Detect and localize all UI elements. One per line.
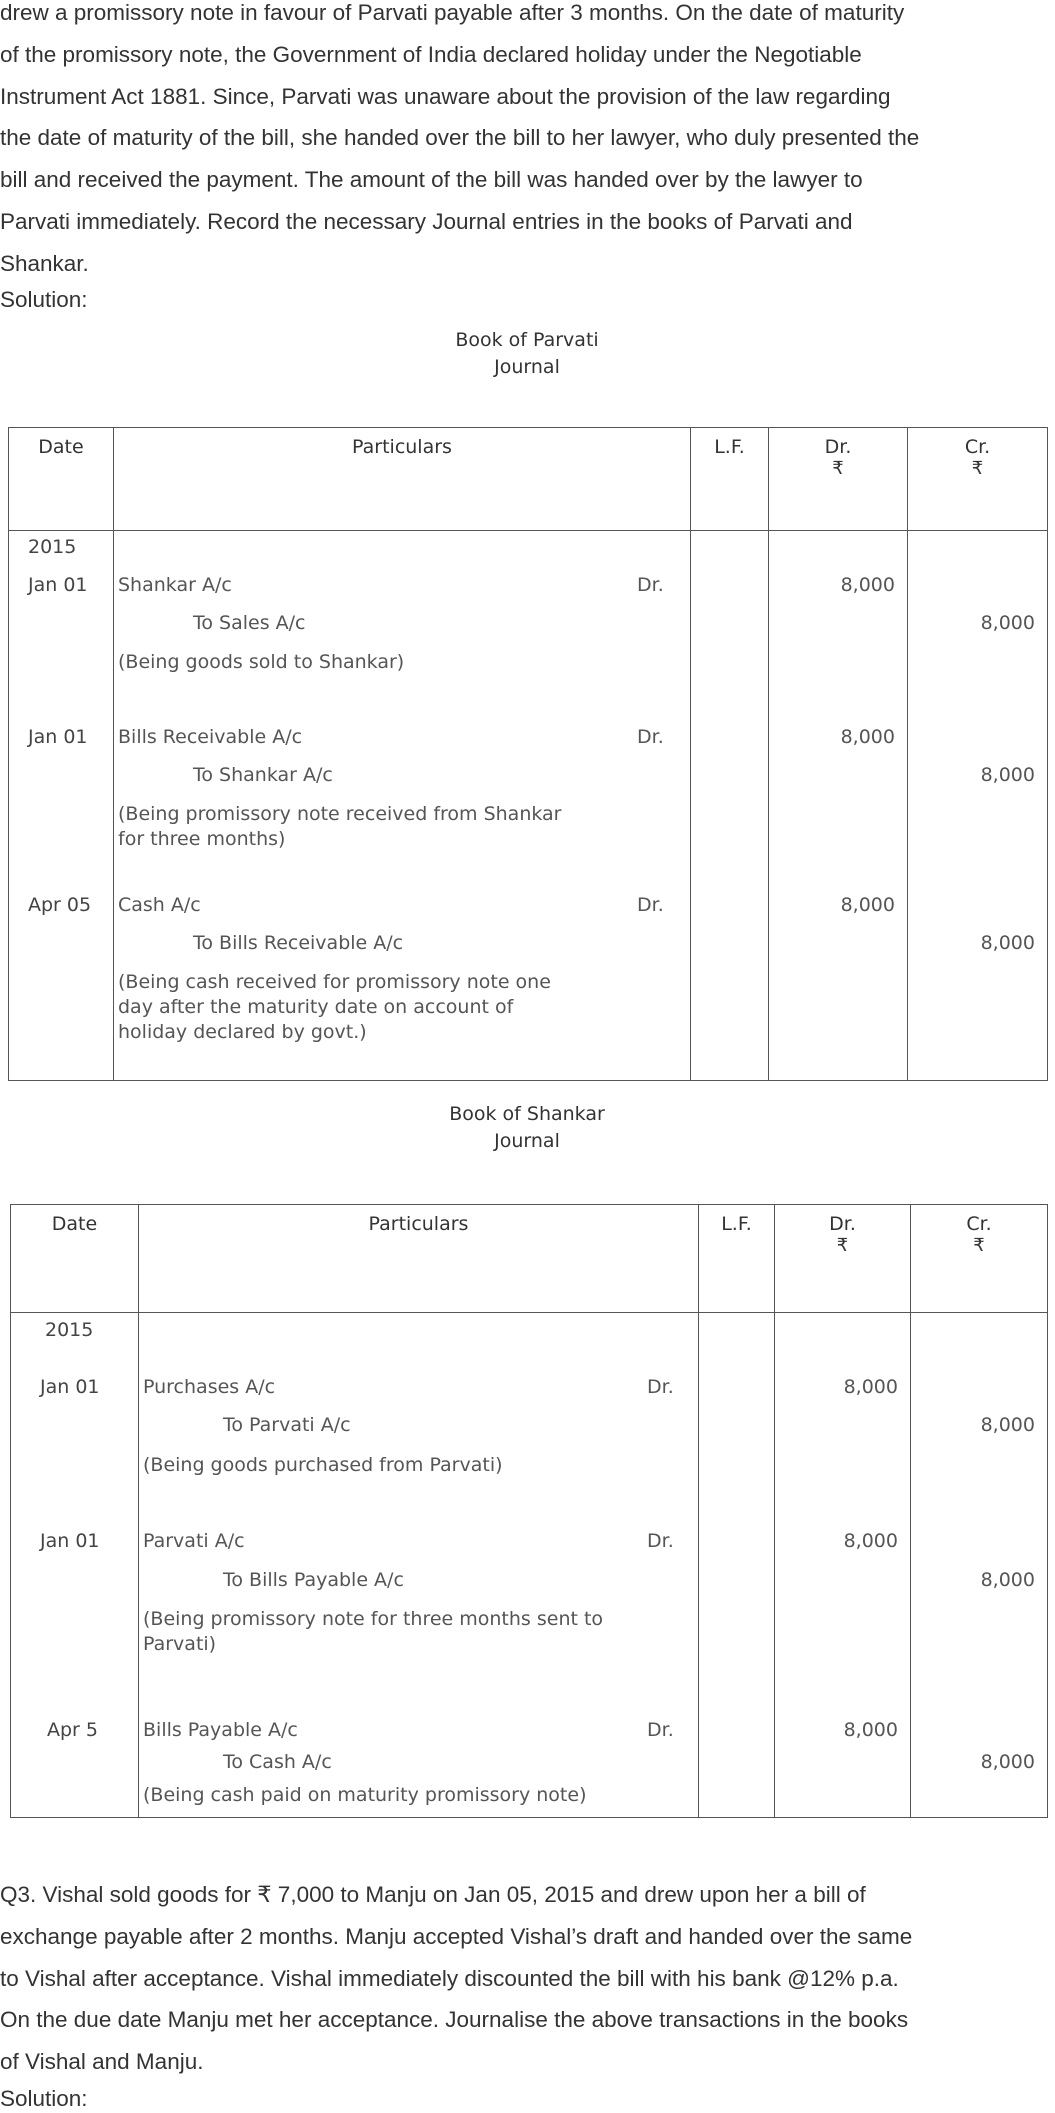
rupee-symbol: ₹ bbox=[971, 458, 984, 479]
parvati-heading bbox=[327, 327, 727, 381]
narration: (Being goods purchased from Parvati) bbox=[143, 1454, 503, 1476]
table-body-row bbox=[9, 531, 1048, 1081]
intro-line: Instrument Act 1881. Since, Parvati was unaware about the provision of the law regarding bbox=[0, 83, 891, 109]
table-header-row bbox=[11, 1205, 1048, 1313]
dr-marker: Dr. bbox=[647, 1376, 674, 1398]
debit-account: Bills Receivable A/c bbox=[118, 726, 303, 748]
q3-line: exchange payable after 2 months. Manju accepted Vishal’s draft and handed over the same bbox=[0, 1923, 913, 1949]
intro-line: of the promissory note, the Government of India declared holiday under the Negotiable bbox=[0, 41, 862, 67]
narration: (Being promissory note received from Shankar for three months) bbox=[118, 803, 562, 850]
col-date-header: Date bbox=[11, 1205, 139, 1313]
dr-marker: Dr. bbox=[637, 726, 664, 748]
cr-amount: 8,000 bbox=[980, 1751, 1035, 1773]
dr-label: Dr. bbox=[824, 436, 852, 458]
table-body-row bbox=[11, 1313, 1048, 1818]
narration: (Being promissory note for three months sent to Parvati) bbox=[143, 1608, 604, 1655]
entry-date: Apr 5 bbox=[47, 1719, 98, 1741]
dr-amount: 8,000 bbox=[840, 574, 895, 596]
debit-account: Bills Payable A/c bbox=[143, 1719, 298, 1741]
shankar-book-title: Book of Shankar bbox=[449, 1103, 605, 1125]
dr-marker: Dr. bbox=[647, 1530, 674, 1552]
particulars-column bbox=[114, 531, 691, 1081]
dr-amount: 8,000 bbox=[840, 894, 895, 916]
credit-account: To Bills Payable A/c bbox=[223, 1569, 404, 1591]
dr-marker: Dr. bbox=[647, 1719, 674, 1741]
parvati-journal-title: Journal bbox=[494, 356, 560, 378]
narration: (Being cash paid on maturity promissory note) bbox=[143, 1784, 587, 1806]
rupee-symbol: ₹ bbox=[836, 1235, 849, 1256]
q3-line: On the due date Manju met her acceptance. Journalise the above transactions in the books bbox=[0, 2007, 909, 2033]
entry-date: Jan 01 bbox=[40, 1530, 100, 1552]
intro-paragraph bbox=[0, 0, 1055, 285]
dr-amount: 8,000 bbox=[843, 1530, 898, 1552]
entry-date: Jan 01 bbox=[40, 1376, 100, 1398]
narration: (Being cash received for promissory note one day after the maturity date on account of holiday declared by govt.) bbox=[118, 971, 551, 1043]
col-particulars-header: Particulars bbox=[114, 428, 691, 531]
table-header-row bbox=[9, 428, 1048, 531]
debit-account: Purchases A/c bbox=[143, 1376, 276, 1398]
dr-marker: Dr. bbox=[637, 574, 664, 596]
solution-label: Solution: bbox=[0, 287, 88, 312]
q3-line: of Vishal and Manju. bbox=[0, 2049, 204, 2075]
intro-line: bill and received the payment. The amount of the bill was handed over by the lawyer to bbox=[0, 167, 863, 193]
credit-account: To Shankar A/c bbox=[193, 764, 333, 786]
parvati-book-title: Book of Parvati bbox=[455, 329, 599, 351]
intro-line: the date of maturity of the bill, she handed over the bill to her lawyer, who duly presented the bbox=[0, 125, 920, 151]
rupee-symbol: ₹ bbox=[832, 458, 844, 479]
entry-date: Apr 05 bbox=[28, 894, 92, 916]
particulars-column bbox=[139, 1313, 699, 1818]
lf-column bbox=[699, 1313, 775, 1818]
shankar-heading bbox=[327, 1101, 727, 1155]
cr-amount: 8,000 bbox=[980, 764, 1035, 786]
year-label: 2015 bbox=[45, 1319, 94, 1341]
date-column bbox=[9, 531, 114, 1081]
cr-amount: 8,000 bbox=[980, 932, 1035, 954]
cr-column bbox=[911, 1313, 1048, 1818]
col-cr-header bbox=[911, 1205, 1048, 1313]
cr-column bbox=[908, 531, 1048, 1081]
col-cr-header bbox=[908, 428, 1048, 531]
intro-line: Shankar. bbox=[0, 250, 89, 276]
col-dr-header bbox=[769, 428, 908, 531]
col-particulars-header: Particulars bbox=[139, 1205, 699, 1313]
cr-amount: 8,000 bbox=[980, 612, 1035, 634]
q3-line: to Vishal after acceptance. Vishal immediately discounted the bill with his bank @12% p.a. bbox=[0, 1965, 899, 1991]
lf-column bbox=[691, 531, 769, 1081]
narration: (Being goods sold to Shankar) bbox=[118, 651, 405, 673]
dr-amount: 8,000 bbox=[843, 1719, 898, 1741]
dr-marker: Dr. bbox=[637, 894, 664, 916]
credit-account: To Parvati A/c bbox=[223, 1414, 351, 1436]
dr-amount: 8,000 bbox=[840, 726, 895, 748]
q3-line: Q3. Vishal sold goods for ₹ 7,000 to Manju on Jan 05, 2015 and drew upon her a bill of bbox=[0, 1882, 866, 1907]
debit-account: Shankar A/c bbox=[118, 574, 232, 596]
intro-line: Parvati immediately. Record the necessary Journal entries in the books of Parvati and bbox=[0, 208, 853, 234]
col-lf-header: L.F. bbox=[691, 428, 769, 531]
dr-column bbox=[769, 531, 908, 1081]
credit-account: To Bills Receivable A/c bbox=[193, 932, 404, 954]
entry-date: Jan 01 bbox=[28, 726, 88, 748]
col-lf-header: L.F. bbox=[699, 1205, 775, 1313]
intro-line: drew a promissory note in favour of Parvati payable after 3 months. On the date of maturity bbox=[0, 0, 905, 25]
credit-account: To Sales A/c bbox=[193, 612, 306, 634]
debit-account: Parvati A/c bbox=[143, 1530, 245, 1552]
year-label: 2015 bbox=[28, 536, 77, 558]
cr-label: Cr. bbox=[966, 1213, 992, 1235]
debit-account: Cash A/c bbox=[118, 894, 201, 916]
rupee-symbol: ₹ bbox=[973, 1235, 985, 1256]
parvati-journal-table bbox=[8, 427, 1048, 1081]
dr-amount: 8,000 bbox=[843, 1376, 898, 1398]
cr-label: Cr. bbox=[964, 436, 991, 458]
col-dr-header bbox=[775, 1205, 911, 1313]
shankar-journal-table bbox=[10, 1204, 1048, 1818]
col-date-header: Date bbox=[9, 428, 114, 531]
cr-amount: 8,000 bbox=[980, 1569, 1035, 1591]
entry-date: Jan 01 bbox=[28, 574, 88, 596]
dr-column bbox=[775, 1313, 911, 1818]
cr-amount: 8,000 bbox=[980, 1414, 1035, 1436]
solution-label-2: Solution: bbox=[0, 2086, 88, 2111]
q3-paragraph bbox=[0, 1874, 1055, 2083]
dr-label: Dr. bbox=[829, 1213, 856, 1235]
credit-account: To Cash A/c bbox=[223, 1751, 332, 1773]
shankar-journal-title: Journal bbox=[494, 1130, 560, 1152]
date-column bbox=[11, 1313, 139, 1818]
